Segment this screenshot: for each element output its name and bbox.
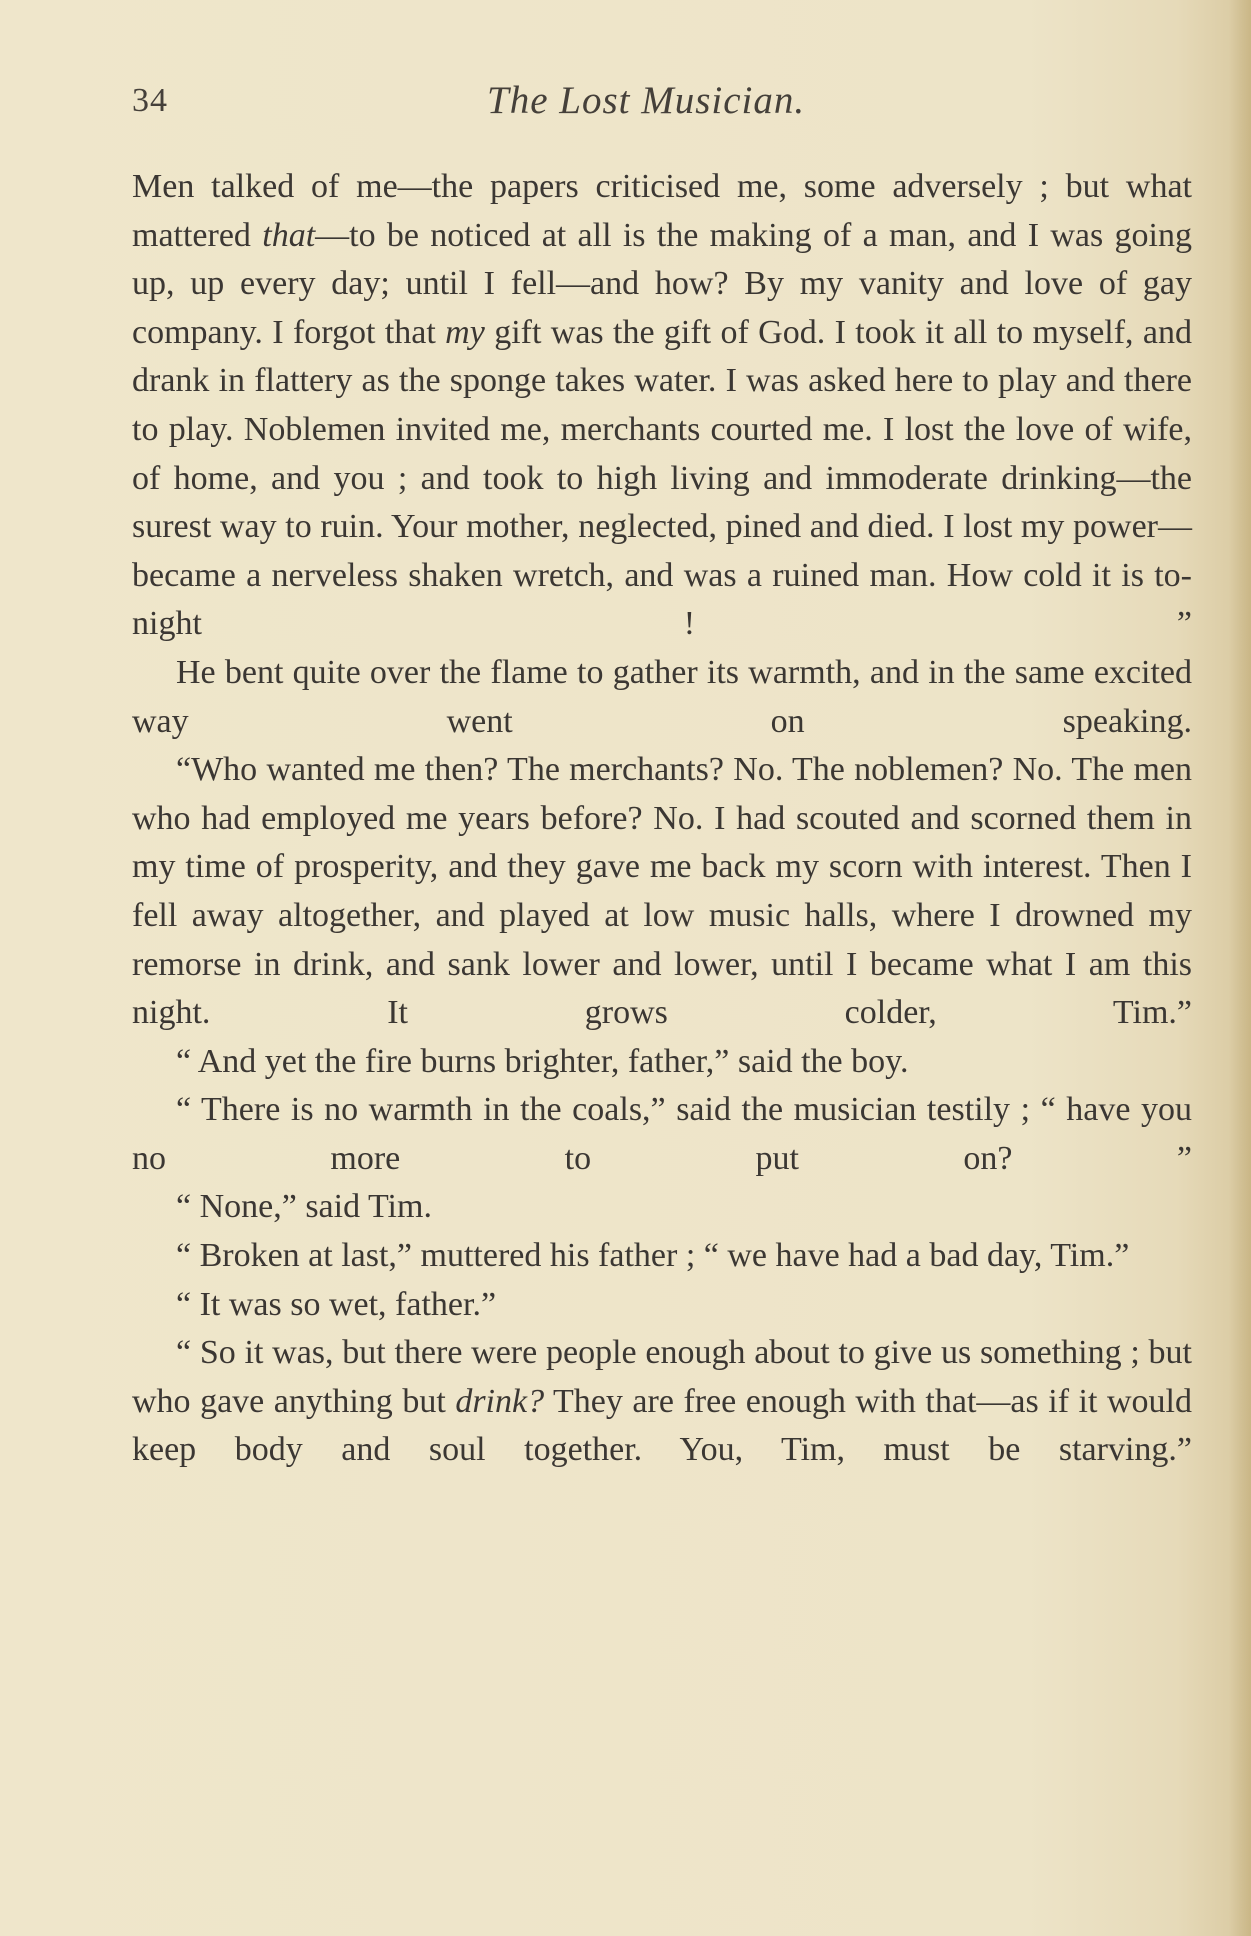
paragraph: [132, 1086, 1192, 1183]
page-number: 34: [132, 82, 168, 119]
italic-text-segment: that: [262, 216, 316, 254]
text-segment: “Who wanted me then? The merchants? No. The noblemen? No. The men who had employed me years before? No. I had scouted and scorned them in my time of prosperity, and they gave me back my scorn with interest. Then I fell away altogether, and played at low music halls, where I drowned my remorse in drink, and sank lower and lower, until I became what I am this night. It grows colder, Tim.”: [132, 751, 1192, 1032]
text-segment: gift was the gift of God. I took it all to myself, and drank in flattery as the sponge takes water. I was asked here to play and there to play. Noblemen invited me, merchants courted me. I lost the love of wife, of home, and you ; and took to high living and immoderate drinking—the surest way to ruin. Your mother, neglected, pined and died. I lost my power—became a nerveless shaken wretch, and was a ruined man. How cold it is to-night ! ”: [132, 313, 1193, 643]
text-segment: “ Broken at last,” muttered his father ; “ we have had a bad day, Tim.”: [176, 1237, 1130, 1275]
text-segment: They are free enough with that—as if it would keep body and soul together. You, Tim, must be starving.”: [132, 1382, 1192, 1469]
page-header: [132, 72, 1192, 132]
running-title: The Lost Musician.: [487, 79, 806, 122]
text-segment: “ None,” said Tim.: [176, 1188, 432, 1226]
paragraph: [132, 1281, 1192, 1330]
paragraph: [132, 746, 1192, 1038]
text-segment: “ And yet the fire burns brighter, father,” said the boy.: [176, 1042, 909, 1080]
paragraph: [132, 1183, 1192, 1232]
paragraph: [132, 163, 1192, 649]
italic-text-segment: my: [445, 313, 485, 351]
text-segment: “ There is no warmth in the coals,” said the musician testily ; “ have you no more to put on? ”: [132, 1091, 1192, 1177]
text-segment: “ It was so wet, father.”: [176, 1285, 497, 1323]
text-segment: He bent quite over the flame to gather its warmth, and in the same excited way went on speaking.: [132, 653, 1192, 740]
italic-text-segment: drink?: [455, 1382, 545, 1420]
page-edge-shadow: [1229, 0, 1251, 1936]
paragraph: [132, 1038, 1192, 1087]
body-text: [132, 163, 1192, 1475]
paragraph: [132, 649, 1192, 746]
text-segment: —to be noticed at all is the making of a man, and I was going up, up every day; until I fell—and how? By my vanity and love of gay company. I forgot that: [132, 216, 1193, 351]
text-segment: Men talked of me—the papers criticised me, some adversely ; but what mattered: [132, 168, 1192, 254]
paragraph: [132, 1232, 1192, 1281]
text-segment: “ So it was, but there were people enough about to give us something ; but who gave anything but: [132, 1334, 1192, 1420]
paragraph: [132, 1329, 1192, 1475]
